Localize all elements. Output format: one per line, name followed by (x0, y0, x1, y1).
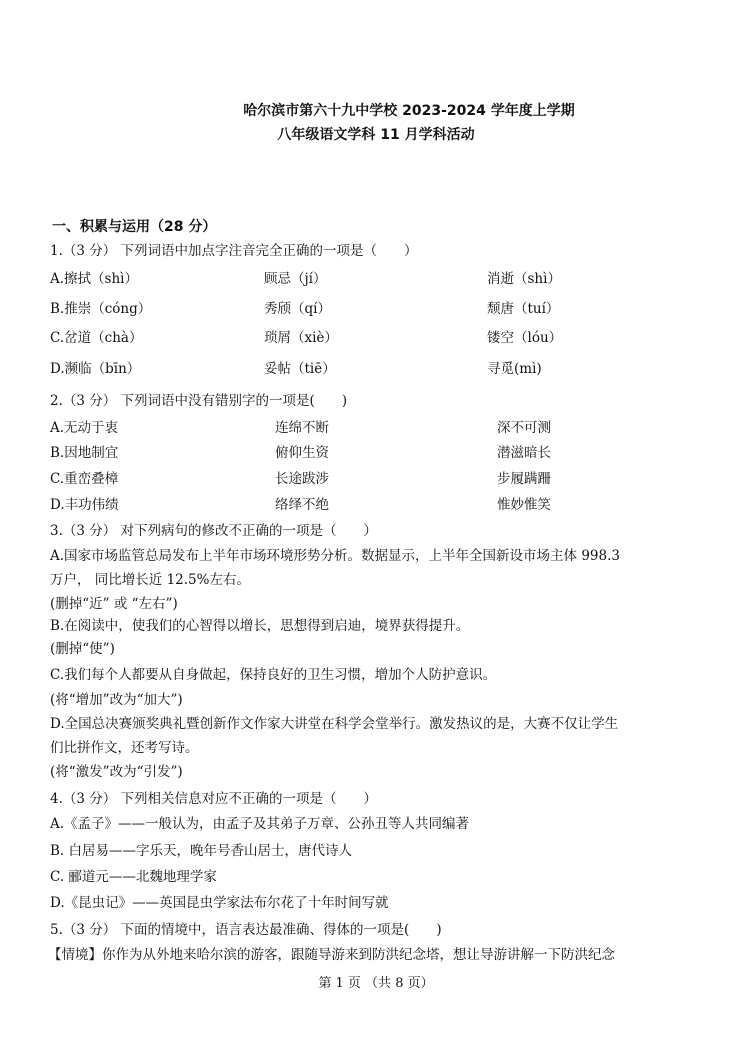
q3-option-d: D.全国总决赛颁奖典礼暨创新作文作家大讲堂在科学会堂举行。激发热议的是，大赛不仅让学生 (50, 716, 619, 732)
q2-option: 俯仰生资 (275, 445, 329, 461)
q1-option: 寻觅(mì) (487, 361, 542, 377)
q1-option: 消逝（shì） (487, 271, 561, 287)
q3-option-a: A.国家市场监管总局发布上半年市场环境形势分析。数据显示，上半年全国新设市场主体 998.3 (50, 548, 620, 564)
section-heading: 一、积累与运用（28 分） (52, 219, 217, 235)
question-4-stem: 4.（3 分） 下列相关信息对应不正确的一项是（ ） (50, 791, 378, 807)
q1-option: 琐屑（xiè） (264, 330, 338, 346)
q4-option-c: C. 郦道元——北魏地理学家 (50, 869, 217, 885)
q2-option: D.丰功伟绩 (50, 497, 119, 513)
q1-option: 顾忌（jí） (264, 271, 327, 287)
q2-option: 深不可测 (497, 420, 551, 436)
q1-option: C.岔道（chà） (50, 330, 143, 346)
q2-option: 络绎不绝 (275, 497, 329, 513)
q1-option: A.擦拭（shì） (50, 271, 138, 287)
q3-option-a-fix: (删掉“近” 或 “左右”) (50, 596, 178, 612)
q3-option-c: C.我们每个人都要从自身做起，保持良好的卫生习惯，增加个人防护意识。 (50, 667, 497, 683)
q3-option-c-fix: (将“增加”改为“加大”) (50, 692, 183, 708)
q4-option-a: A.《孟子》——一般认为，由孟子及其弟子万章、公孙丑等人共同编著 (50, 816, 470, 832)
q3-option-b: B.在阅读中，使我们的心智得以增长，思想得到启迪，境界获得提升。 (50, 618, 470, 634)
page-footer: 第 1 页 （共 8 页） (318, 976, 434, 991)
q1-option: B.推崇（cóng） (50, 301, 152, 317)
q2-option: 步履蹒跚 (497, 471, 551, 487)
q1-option: 镂空（lóu） (487, 330, 563, 346)
q3-option-d-cont: 们比拼作文，还考写诗。 (50, 740, 199, 756)
q5-situation: 【情境】你作为从外地来哈尔滨的游客，跟随导游来到防洪纪念塔，想让导游讲解一下防洪纪念 (48, 947, 615, 963)
question-3-stem: 3.（3 分） 对下列病句的修改不正确的一项是（ ） (50, 523, 378, 539)
q2-option: C.重峦叠樟 (50, 471, 119, 487)
q2-option: 潜滋暗长 (497, 445, 551, 461)
q4-option-d: D.《昆虫记》——英国昆虫学家法布尔花了十年时间写就 (50, 895, 389, 911)
q1-option: 颓唐（tuí） (487, 301, 560, 317)
q3-option-a-cont: 万户， 同比增长近 12.5%左右。 (50, 572, 250, 588)
question-1-stem: 1.（3 分） 下列词语中加点字注音完全正确的一项是（ ） (50, 243, 418, 259)
q2-option: 长途跋涉 (275, 471, 329, 487)
q1-option: 妥帖（tiē） (264, 361, 336, 377)
exam-title: 哈尔滨市第六十九中学校 2023-2024 学年度上学期 (243, 103, 575, 119)
q1-option: 秀颀（qí） (264, 301, 331, 317)
q1-option: D.濒临（bīn） (50, 361, 141, 377)
q4-option-b: B. 白居易——字乐天，晚年号香山居士，唐代诗人 (50, 843, 353, 859)
q3-option-b-fix: (删掉“使”) (50, 641, 115, 657)
q2-option: 连绵不断 (275, 420, 329, 436)
question-5-stem: 5.（3 分） 下面的情境中，语言表达最准确、得体的一项是( ) (50, 922, 442, 938)
q2-option: 惟妙惟笑 (497, 497, 551, 513)
question-2-stem: 2.（3 分） 下列词语中没有错别字的一项是( ) (50, 393, 348, 409)
q3-option-d-fix: (将“激发”改为“引发”) (50, 764, 183, 780)
exam-subtitle: 八年级语文学科 11 月学科活动 (277, 127, 475, 143)
q2-option: A.无动于衷 (50, 420, 119, 436)
q2-option: B.因地制宜 (50, 445, 119, 461)
